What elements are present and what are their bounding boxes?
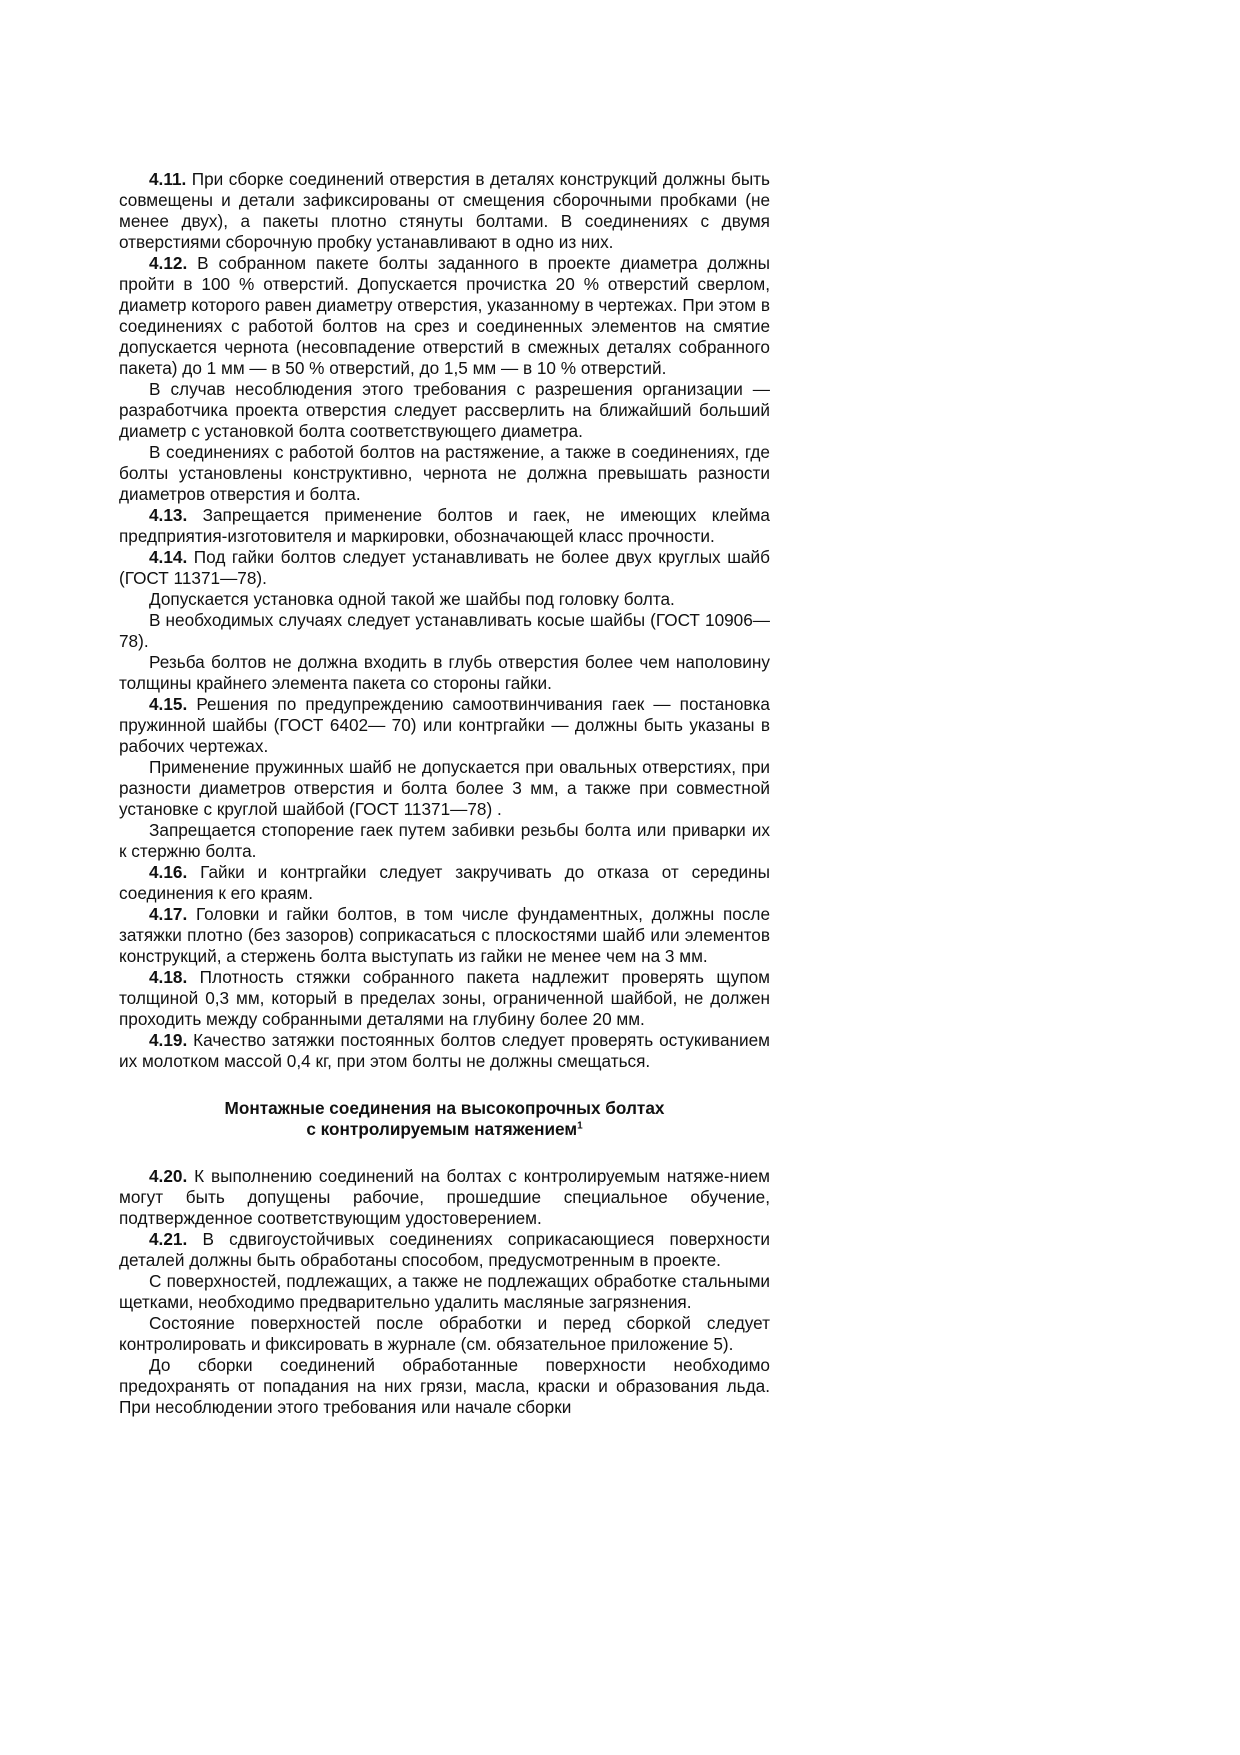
- paragraph-text: Применение пружинных шайб не допускается при овальных отверстиях, при разности диаметров отверстия и болта более 3 мм, а также при совместной установке с круглой шайбой (ГОСТ 11371—78) .: [119, 757, 770, 819]
- paragraph: [119, 904, 770, 967]
- paragraph: [119, 967, 770, 1030]
- paragraph-text: При сборке соединений отверстия в деталях конструкций должны быть совмещены и детали зафиксированы от смещения сборочными пробками (не менее двух), а пакеты плотно стянуты болтами. В соединениях с двумя отверстиями сборочную пробку устанавливают в одно из них.: [119, 169, 770, 252]
- paragraph: [119, 505, 770, 547]
- paragraph: [119, 442, 770, 505]
- document-page: [119, 169, 770, 1418]
- paragraph-text: Гайки и контргайки следует закручивать до отказа от середины соединения к его краям.: [119, 862, 770, 903]
- paragraph-text: Запрещается применение болтов и гаек, не имеющих клейма предприятия-изготовителя и маркировки, обозначающей класс прочности.: [119, 505, 770, 546]
- paragraph: [119, 694, 770, 757]
- clause-number: 4.18.: [149, 967, 188, 987]
- paragraph: [119, 652, 770, 694]
- paragraph-text: Под гайки болтов следует устанавливать не более двух круглых шайб (ГОСТ 11371—78).: [119, 547, 770, 588]
- paragraph-text: В необходимых случаях следует устанавливать косые шайбы (ГОСТ 10906—78).: [119, 610, 770, 651]
- paragraph-text: Качество затяжки постоянных болтов следует проверять остукиванием их молотком массой 0,4 кг, при этом болты не должны смещаться.: [119, 1030, 770, 1071]
- clause-number: 4.16.: [149, 862, 188, 882]
- paragraph: [119, 379, 770, 442]
- paragraph-text: Запрещается стопорение гаек путем забивки резьбы болта или приварки их к стержню болта.: [119, 820, 770, 861]
- section-heading: [119, 1098, 770, 1140]
- heading-line-2-text: с контролируемым натяжением: [306, 1119, 578, 1139]
- paragraph: [119, 862, 770, 904]
- paragraph: [119, 1030, 770, 1072]
- clause-number: 4.12.: [149, 253, 188, 273]
- paragraph-text: К выполнению соединений на болтах с контролируемым натяже-нием могут быть допущены рабочие, прошедшие специальное обучение, подтвержденное соответствующим удостоверением.: [119, 1166, 770, 1228]
- paragraph-text: Решения по предупреждению самоотвинчивания гаек — постановка пружинной шайбы (ГОСТ 6402— 70) или контргайки — должны быть указаны в рабочих чертежах.: [119, 694, 770, 756]
- paragraph: [119, 547, 770, 589]
- footnote-mark: 1: [577, 1120, 583, 1132]
- clause-number: 4.13.: [149, 505, 188, 525]
- section-4-11-to-4-19: [119, 169, 770, 1072]
- heading-line-1: Монтажные соединения на высокопрочных болтах: [224, 1098, 665, 1118]
- paragraph-text: В соединениях с работой болтов на растяжение, а также в соединениях, где болты установлены конструктивно, чернота не должна превышать разности диаметров отверстия и болта.: [119, 442, 770, 504]
- paragraph: [119, 757, 770, 820]
- paragraph-text: Состояние поверхностей после обработки и перед сборкой следует контролировать и фиксировать в журнале (см. обязательное приложение 5).: [119, 1313, 770, 1354]
- paragraph-text: Плотность стяжки собранного пакета надлежит проверять щупом толщиной 0,3 мм, который в пределах зоны, ограниченной шайбой, не должен проходить между собранными деталями на глубину более 20 мм.: [119, 967, 770, 1029]
- clause-number: 4.11.: [149, 169, 187, 189]
- clause-number: 4.21.: [149, 1229, 188, 1249]
- clause-number: 4.19.: [149, 1030, 188, 1050]
- paragraph-text: Резьба болтов не должна входить в глубь отверстия более чем наполовину толщины крайнего элемента пакета со стороны гайки.: [119, 652, 770, 693]
- clause-number: 4.17.: [149, 904, 188, 924]
- paragraph: [119, 820, 770, 862]
- paragraph-text: В сдвигоустойчивых соединениях соприкасающиеся поверхности деталей должны быть обработаны способом, предусмотренным в проекте.: [119, 1229, 770, 1270]
- paragraph: [119, 1313, 770, 1355]
- paragraph: [119, 610, 770, 652]
- section-4-20-onward: [119, 1166, 770, 1418]
- paragraph: [119, 1271, 770, 1313]
- paragraph-text: С поверхностей, подлежащих, а также не подлежащих обработке стальными щетками, необходимо предварительно удалить масляные загрязнения.: [119, 1271, 770, 1312]
- paragraph: [119, 169, 770, 253]
- paragraph: [119, 1355, 770, 1418]
- paragraph: [119, 589, 770, 610]
- paragraph-text: В случав несоблюдения этого требования с разрешения организации — разработчика проекта отверстия следует рассверлить на ближайший больший диаметр с установкой болта соответствующего диаметра.: [119, 379, 770, 441]
- paragraph-text: Допускается установка одной такой же шайбы под головку болта.: [149, 589, 675, 609]
- paragraph: [119, 1166, 770, 1229]
- paragraph-text: Головки и гайки болтов, в том числе фундаментных, должны после затяжки плотно (без зазоров) соприкасаться с плоскостями шайб или элементов конструкций, а стержень болта выступать из гайки не менее чем на 3 мм.: [119, 904, 770, 966]
- paragraph: [119, 253, 770, 379]
- clause-number: 4.14.: [149, 547, 188, 567]
- clause-number: 4.20.: [149, 1166, 188, 1186]
- paragraph: [119, 1229, 770, 1271]
- heading-line-2: [119, 1119, 770, 1140]
- paragraph-text: До сборки соединений обработанные поверхности необходимо предохранять от попадания на них грязи, масла, краски и образования льда. При несоблюдении этого требования или начале сборки: [119, 1355, 770, 1417]
- paragraph-text: В собранном пакете болты заданного в проекте диаметра должны пройти в 100 % отверстий. Допускается прочистка 20 % отверстий сверлом, диаметр которого равен диаметру отверстия, указанному в чертежах. При этом в соединениях с работой болтов на срез и соединенных элементов на смятие допускается чернота (несовпадение отверстий в смежных деталях собранного пакета) до 1 мм — в 50 % отверстий, до 1,5 мм — в 10 % отверстий.: [119, 253, 770, 378]
- clause-number: 4.15.: [149, 694, 188, 714]
